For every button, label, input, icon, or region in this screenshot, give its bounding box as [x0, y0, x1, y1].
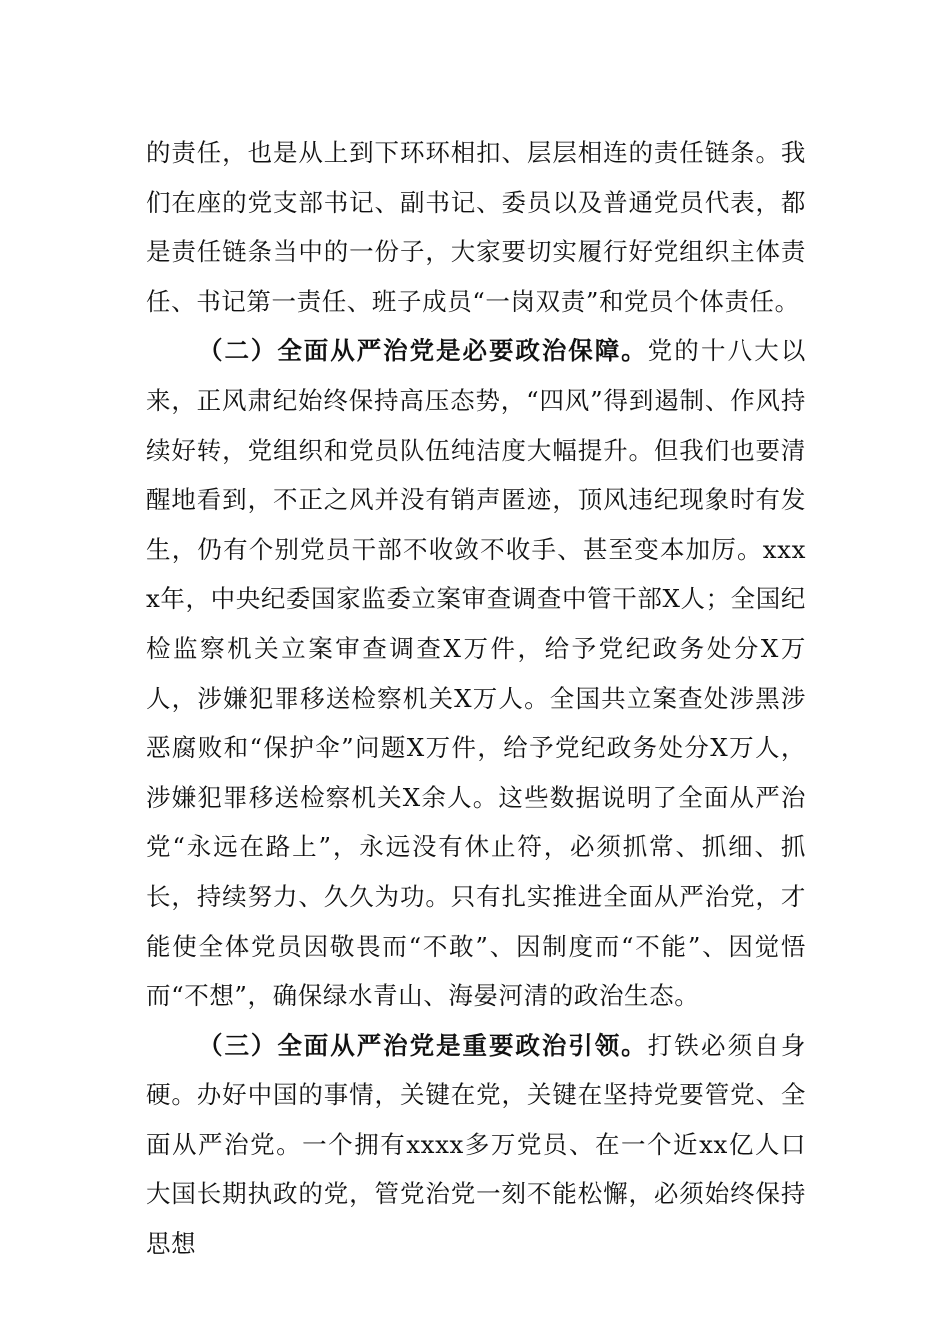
document-page — [146, 128, 806, 1269]
paragraph-body: 打铁必须自身硬。办好中国的事情，关键在党，关键在坚持党要管党、全面从严治党。一个拥有xxxx多万党员、在一个近xx亿人口大国长期执政的党，管党治党一刻不能松懈，必须始终保持思想 — [146, 1030, 806, 1259]
section-heading-3: （三）全面从严治党是重要政治引领。 — [198, 1030, 648, 1060]
paragraph-political-leadership — [146, 1021, 806, 1269]
paragraph-political-guarantee — [146, 326, 806, 1020]
section-heading-2: （二）全面从严治党是必要政治保障。 — [198, 336, 648, 366]
paragraph-body: 的责任，也是从上到下环环相扣、层层相连的责任链条。我们在座的党支部书记、副书记、委员以及普通党员代表，都是责任链条当中的一份子，大家要切实履行好党组织主体责任、书记第一责任、班子成员“一岗双责”和党员个体责任。 — [146, 138, 806, 316]
paragraph-responsibility-chain — [146, 128, 806, 326]
paragraph-body: 党的十八大以来，正风肃纪始终保持高压态势，“四风”得到遏制、作风持续好转，党组织和党员队伍纯洁度大幅提升。但我们也要清醒地看到，不正之风并没有销声匿迹，顶风违纪现象时有发生，仍有个别党员干部不收敛不收手、甚至变本加厉。xxxx年，中央纪委国家监委立案审查调查中管干部X人；全国纪检监察机关立案审查调查X万件，给予党纪政务处分X万人，涉嫌犯罪移送检察机关X万人。全国共立案查处涉黑涉恶腐败和“保护伞”问题X万件，给予党纪政务处分X万人，涉嫌犯罪移送检察机关X余人。这些数据说明了全面从严治党“永远在路上”，永远没有休止符，必须抓常、抓细、抓长，持续努力、久久为功。只有扎实推进全面从严治党，才能使全体党员因敬畏而“不敢”、因制度而“不能”、因觉悟而“不想”，确保绿水青山、海晏河清的政治生态。 — [146, 336, 806, 1011]
